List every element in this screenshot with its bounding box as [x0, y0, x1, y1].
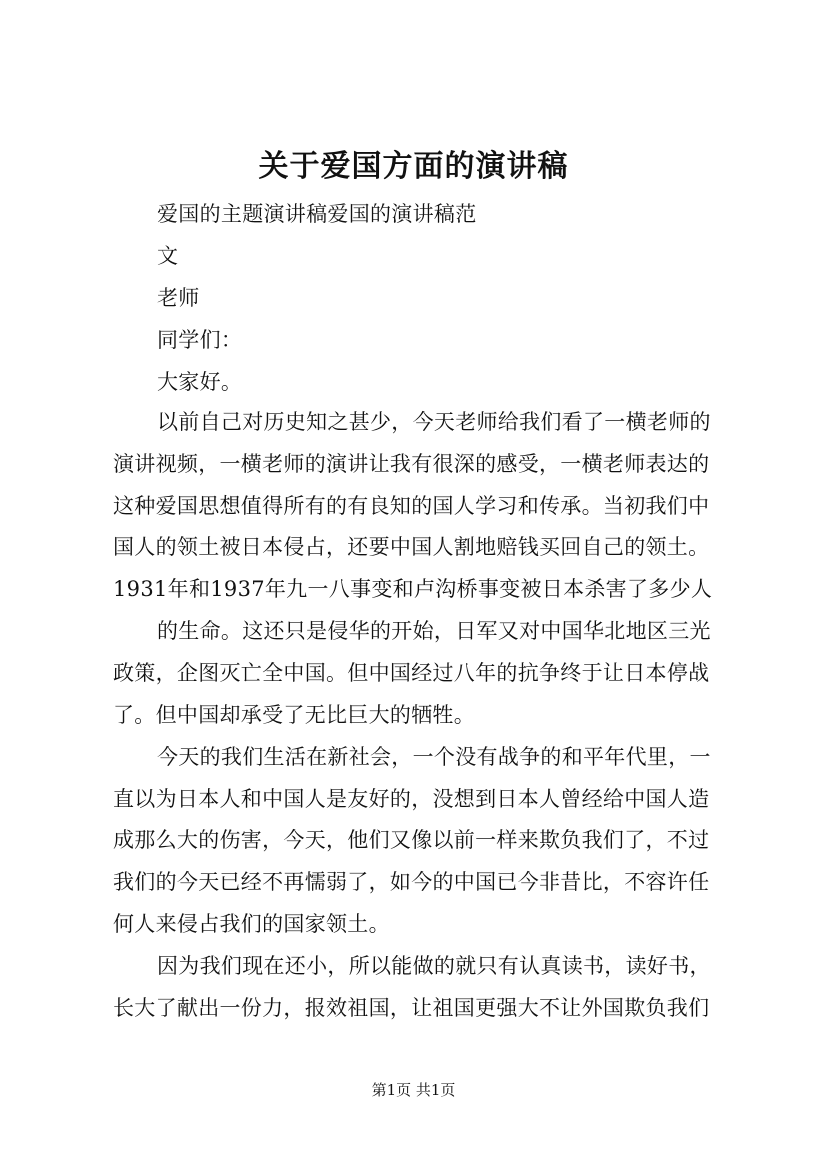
body-line: 直以为日本人和中国人是友好的，没想到日本人曾经给中国人造 — [113, 787, 710, 811]
body-line: 演讲视频，一横老师的演讲让我有很深的感受，一横老师表达的 — [113, 452, 710, 476]
body-line: 大家好。 — [157, 370, 243, 394]
body-line: 因为我们现在还小，所以能做的就只有认真读书，读好书， — [157, 954, 711, 978]
body-line: 今天的我们生活在新社会，一个没有战争的和平年代里，一 — [157, 745, 711, 769]
body-line: 1931年和1937年九一八事变和卢沟桥事变被日本杀害了多少人 — [113, 577, 713, 601]
body-line: 这种爱国思想值得所有的有良知的国人学习和传承。当初我们中 — [113, 494, 710, 518]
body-line: 文 — [157, 244, 179, 268]
body-line: 国人的领土被日本侵占，还要中国人割地赔钱买回自己的领土。 — [113, 535, 710, 559]
body-line: 了。但中国却承受了无比巨大的牺牲。 — [113, 703, 476, 727]
body-line: 我们的今天已经不再懦弱了，如今的中国已今非昔比，不容许任 — [113, 870, 710, 894]
document-title: 关于爱国方面的演讲稿 — [258, 149, 569, 184]
page-footer: 第1页 共1页 — [371, 1081, 456, 1099]
body-line: 长大了献出一份力，报效祖国，让祖国更强大不让外国欺负我们 — [113, 996, 710, 1020]
body-line: 爱国的主题演讲稿爱国的演讲稿范 — [157, 202, 477, 226]
body-line: 以前自己对历史知之甚少，今天老师给我们看了一横老师的 — [157, 410, 711, 434]
body-line: 成那么大的伤害，今天，他们又像以前一样来欺负我们了，不过 — [113, 828, 710, 852]
body-line: 政策，企图灭亡全中国。但中国经过八年的抗争终于让日本停战 — [113, 661, 710, 685]
body-line: 老师 — [157, 286, 200, 310]
body-line: 何人来侵占我们的国家领土。 — [113, 912, 390, 936]
body-line: 同学们： — [157, 328, 243, 352]
body-line: 的生命。这还只是侵华的开始，日军又对中国华北地区三光 — [157, 619, 711, 643]
